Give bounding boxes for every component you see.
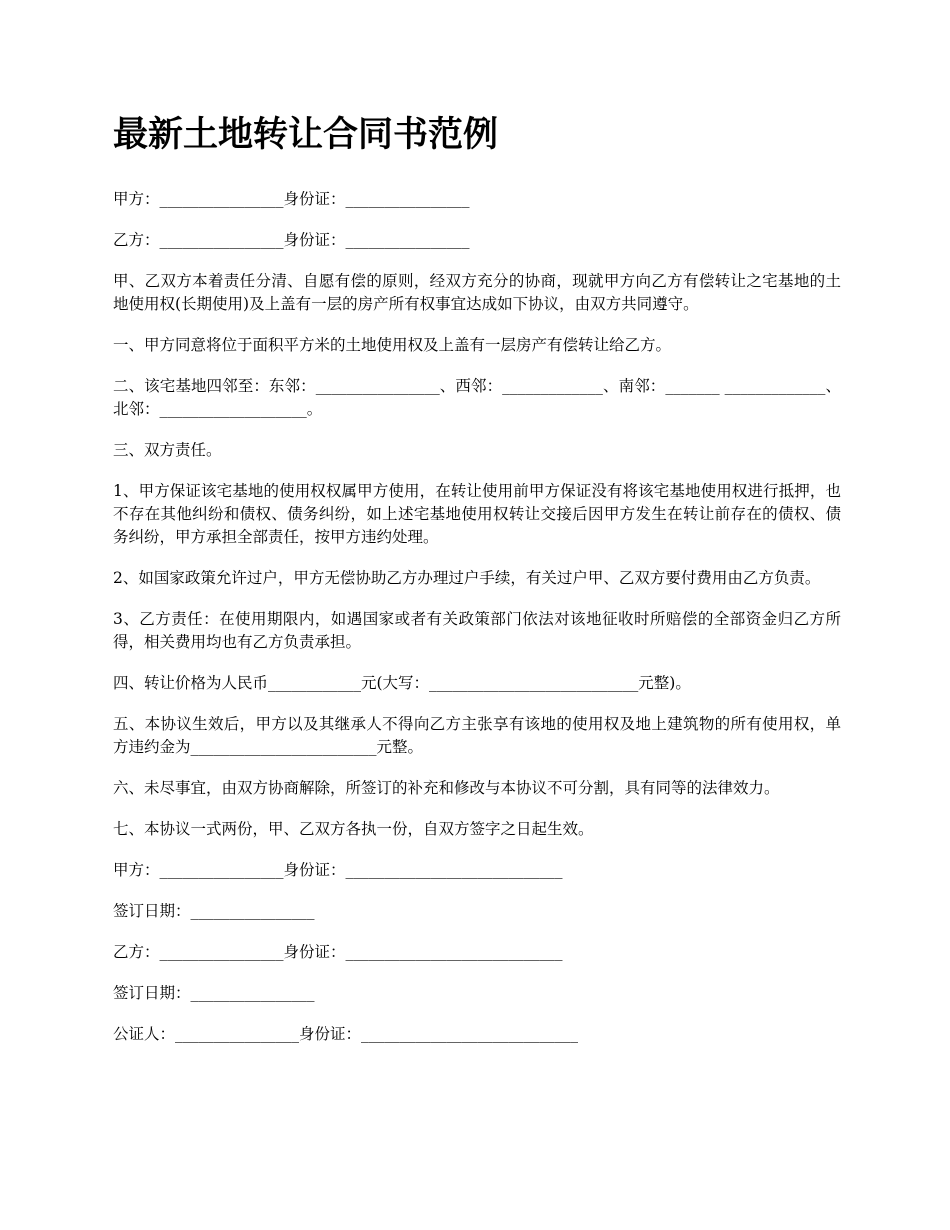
clause-3-heading: 三、双方责任。 (113, 441, 222, 459)
clause-6-supplement: 六、未尽事宜，由双方协商解除，所签订的补充和修改与本协议不可分割，具有同等的法律效力。 (113, 779, 780, 797)
clause-7-effect: 七、本协议一式两份，甲、乙双方各执一份，自双方签字之日起生效。 (113, 820, 594, 838)
clause-3-item-1: 1、甲方保证该宅基地的使用权权属甲方使用，在转让使用前甲方保证没有将该宅基地使用权进行抵押，也不存在其他纠纷和债权、债务纠纷，如上述宅基地使用权转让交接后因甲方发生在转让前存在的债权、债务纠纷，甲方承担全部责任，按甲方违约处理。 (113, 482, 841, 546)
clause-1: 一、甲方同意将位于面积平方米的土地使用权及上盖有一层房产有偿转让给乙方。 (113, 336, 672, 354)
party-a-line: 甲方：________________身份证：________________ (113, 190, 470, 208)
clause-5-penalty: 五、本协议生效后，甲方以及其继承人不得向乙方主张享有该地的使用权及地上建筑物的所有使用权，单方违约金为________________________元整。 (113, 715, 841, 756)
clause-3-item-2: 2、如国家政策允许过户，甲方无偿协助乙方办理过户手续，有关过户甲、乙双方要付费用由乙方负责。 (113, 569, 821, 587)
signature-date-b: 签订日期：________________ (113, 984, 315, 1002)
signature-party-a: 甲方：________________身份证：____________________________ (113, 861, 563, 879)
document-page (113, 110, 841, 1064)
document-title: 最新土地转让合同书范例 (113, 114, 499, 155)
party-b-line: 乙方：________________身份证：________________ (113, 231, 470, 249)
preamble-paragraph: 甲、乙双方本着责任分清、自愿有偿的原则，经双方充分的协商，现就甲方向乙方有偿转让之宅基地的土地使用权(长期使用)及上盖有一层的房产所有权事宜达成如下协议，由双方共同遵守。 (113, 272, 841, 313)
signature-notary: 公证人：________________身份证：____________________________ (113, 1025, 579, 1043)
clause-4-price: 四、转让价格为人民币____________元(大写：___________________________元整)。 (113, 674, 691, 692)
signature-date-a: 签订日期：________________ (113, 902, 315, 920)
signature-party-b: 乙方：________________身份证：____________________________ (113, 943, 563, 961)
clause-3-item-3: 3、乙方责任：在使用期限内，如遇国家或者有关政策部门依法对该地征收时所赔偿的全部资金归乙方所得，相关费用均也有乙方负责承担。 (113, 610, 841, 651)
clause-2-boundaries: 二、该宅基地四邻至：东邻：________________、西邻：_____________、南邻：_______ _____________、北邻：___________________。 (113, 377, 841, 418)
